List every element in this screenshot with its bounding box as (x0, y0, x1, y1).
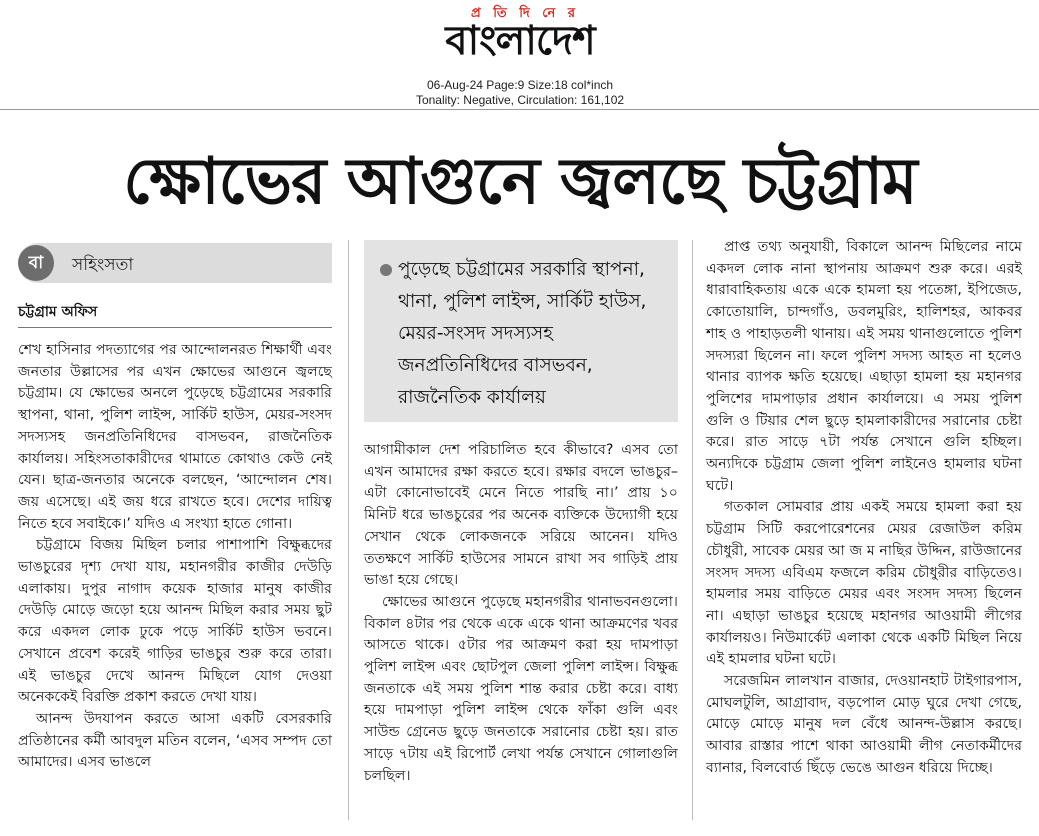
bullet-icon (380, 264, 392, 276)
paragraph: আনন্দ উদযাপন করতে আসা একটি বেসরকারি প্রতিষ্ঠানের কর্মী আবদুল মতিন বলেন, ‘এসব সম্পদ তো আমাদের। এসব ভাঙলে (18, 710, 332, 771)
article-column-3 (706, 237, 1022, 780)
paragraph: আগামীকাল দেশ পরিচালিত হবে কীভাবে? এসব তো এখন আমাদের রক্ষা করতে হবে। রক্ষার বদলে ভাঙচুর– এটা কোনোভাবেই মেনে নিতে পারছি না।’ প্রায় ১০ মিনিট ধরে ভাঙচুরের পর অনেক ব্যক্তিকে উদ্যোগী হয়ে সেখান থেকে লোকজনকে সরিয়ে আনেন। যদিও ততক্ষণে সার্কিট হাউসের সামনে রাখা সব গাড়িই প্রায় ভাঙা হয়ে গেছে। (364, 442, 678, 589)
clip-meta-line: 06-Aug-24 Page:9 Size:18 col*inch (426, 78, 614, 92)
byline-divider (18, 327, 332, 328)
paragraph: গতকাল সোমবার প্রায় একই সময়ে হামলা করা হয় চট্টগ্রাম সিটি করপোরেশনের মেয়র রেজাউল করিম চৌধুরী, সাবেক মেয়র আ জ ম নাছির উদ্দিন, রাউজানের সংসদ সদস্য এবিএম ফজলে করিম চৌধুরীর বাড়িতেও। হামলার সময় বাড়িতে মেয়র এবং সংসদ সদস্য ছিলেন না। এছাড়া ভাঙচুর হয়েছে মহানগর আওয়ামী লীগের কার্যালয়ও। নিউমার্কেট এলাকা থেকে একটি মিছিল নিয়ে এই হামলার ঘটনা ঘটে। (706, 499, 1022, 668)
article-column-2 (364, 440, 678, 787)
byline: চট্টগ্রাম অফিস (18, 304, 98, 320)
masthead-kicker: প্র তি দি নে র (470, 6, 579, 21)
paragraph: চট্টগ্রামে বিজয় মিছিল চলার পাশাপাশি বিক্ষুব্ধদের ভাঙচুরের দৃশ্য দেখা যায়, মহানগরীর কাজীর দেউড়ি এলাকায়। দুপুর নাগাদ কয়েক হাজার মানুষ কাজীর দেউড়ি মোড়ে জড়ো হয়ে আনন্দ মিছিল করার সময় ছুট করে একদল লোক ঢুকে পড়ে সার্কিট হাউস ভবনে। সেখানে প্রবেশ করেই গাড়ির ভাঙচুর শুরু করে তারা। এই ভাঙচুর দেখে আনন্দ মিছিলে যোগ দেওয়া অনেককেই বিরক্তি প্রকাশ করতে দেখা যায়। (18, 537, 332, 706)
column-separator (692, 240, 693, 820)
paragraph: শেখ হাসিনার পদত্যাগের পর আন্দোলনরত শিক্ষার্থী এবং জনতার উল্লাসের পর এখন ক্ষোভের আগুনে জ্বলছে চট্টগ্রাম। যে ক্ষোভের অনলে পুড়েছে চট্টগ্রামের সরকারি স্থাপনা, থানা, পুলিশ লাইন্স, সার্কিট হাউস, মেয়র-সংসদ সদস্যসহ জনপ্রতিনিধিদের বাসভবন, রাজনৈতিক কার্যালয়। সহিংসতাকারীদের থামাতে কোথাও কেউ নেই যেন। ছাত্র-জনতার অনেকে বলছেন, ‘আন্দোলন শেষ। জয় এসেছে। এই জয় ধরে রাখতে হবে। দেশের দায়িত্ব নিতে হবে সবাইকে।’ যদিও এ সংখ্যা হাতে গোনা। (18, 342, 332, 532)
masthead-divider (0, 109, 1039, 110)
article-column-1 (18, 340, 332, 774)
paragraph: সরেজমিন লালখান বাজার, দেওয়ানহাট টাইগারপাস, মোঘলটুলি, আগ্রাবাদ, বড়পোল মোড় ঘুরে দেখা গেছে, মোড়ে মোড়ে মানুষ দল বেঁধে আনন্দ-উল্লাস করছে। আবার রাস্তার পাশে থাকা আওয়ামী লীগ নেতাকর্মীদের ব্যানার, বিলবোর্ড ছিঁড়ে ভেঙে আগুন ধরিয়ে দিচ্ছে। (706, 673, 1022, 776)
section-label: সহিংসতা (72, 255, 134, 275)
newspaper-logo: বাংলাদেশ (445, 18, 595, 64)
article-headline: ক্ষোভের আগুনে জ্বলছে চট্টগ্রাম (123, 145, 917, 219)
pull-quote-text: পুড়েছে চট্টগ্রামের সরকারি স্থাপনা, থানা, পুলিশ লাইন্স, সার্কিট হাউস, মেয়র-সংসদ সদস্যসহ জনপ্রতিনিধিদের বাসভবন, রাজনৈতিক কার্যালয় (398, 259, 647, 408)
column-separator (348, 240, 349, 820)
paragraph: ক্ষোভের আগুনে পুড়েছে মহানগরীর থানাভবনগুলো। বিকাল ৪টার পর থেকে একে একে থানা আক্রমণের খবর আসতে থাকে। ৫টার পর আক্রমণ করা হয় দামপাড়া পুলিশ লাইন্স এবং ছোটপুল জেলা পুলিশ লাইন্স। বিক্ষুব্ধ জনতাকে এই সময় পুলিশ শান্ত করার চেষ্টা করে। বাধ্য হয়ে দামপাড়া পুলিশ লাইন্স থেকে ফাঁকা গুলি এবং সাউন্ড গ্রেনেড ছুড়ে জনতাকে সরানোর চেষ্টা হয়। রাত সাড়ে ৭টায় এই রিপোর্ট লেখা পর্যন্ত সেখানে গোলাগুলি চলছিল। (364, 593, 678, 784)
paragraph: প্রাপ্ত তথ্য অনুযায়ী, বিকালে আনন্দ মিছিলের নামে একদল লোক নানা স্থাপনায় আক্রমণ শুরু করে। এরই ধারাবাহিকতায় একে একে হামলা হয় পতেঙ্গা, ইপিজেড, কোতোয়ালি, চান্দগাঁও, ডবলমুরিং, হালিশহর, আকবর শাহ ও পাহাড়তলী থানায়। এই সময় থানাগুলোতে পুলিশ সদস্যরা ছিলেন না। ফলে পুলিশ সদস্য আহত না হলেও থানার ব্যাপক ক্ষতি হয়েছে। এছাড়া হামলা হয় মহানগর পুলিশের দামপাড়ার প্রধান কার্যালয়ে। এ সময় পুলিশ গুলি ও টিয়ার শেল ছুড়ে হামলাকারীদের সরানোর চেষ্টা করে। রাত সাড়ে ৭টা পর্যন্ত সেখানে গুলি হচ্ছিল। অন্যদিকে চট্টগ্রাম জেলা পুলিশ লাইনেও হামলার ঘটনা ঘটে। (706, 239, 1022, 494)
clip-tonality-line: Tonality: Negative, Circulation: 161,102 (415, 93, 625, 107)
section-tag (18, 243, 332, 283)
section-icon: বা (18, 245, 54, 281)
